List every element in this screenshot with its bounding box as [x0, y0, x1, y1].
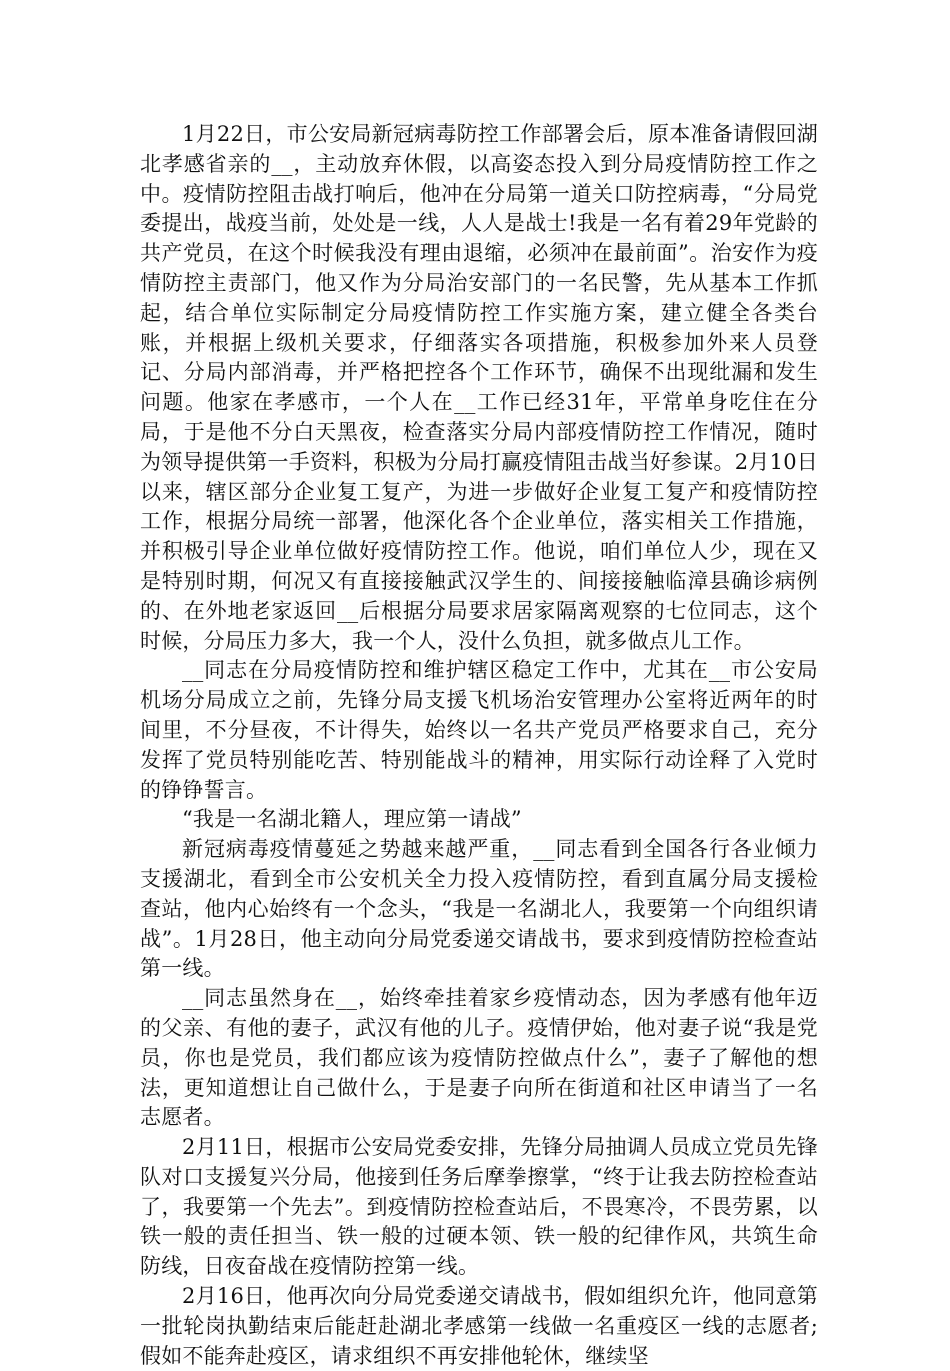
- paragraph-1: 1月22日，市公安局新冠病毒防控工作部署会后，原本准备请假回湖北孝感省亲的__，主动放弃休假，以高姿态投入到分局疫情防控工作之中。疫情防控阻击战打响后，他冲在分局第一道关口防控病毒，“分局党委提出，战疫当前，处处是一线，人人是战士!我是一名有着29年党龄的共产党员，在这个时候我没有理由退缩，必须冲在最前面”。治安作为疫情防控主责部门，他又作为分局治安部门的一名民警，先从基本工作抓起，结合单位实际制定分局疫情防控工作实施方案，建立健全各类台账，并根据上级机关要求，仔细落实各项措施，积极参加外来人员登记、分局内部消毒，并严格把控各个工作环节，确保不出现纰漏和发生问题。他家在孝感市，一个人在__工作已经31年，平常单身吃住在分局，于是他不分白天黑夜，检查落实分局内部疫情防控工作情况，随时为领导提供第一手资料，积极为分局打赢疫情阻击战当好参谋。2月10日以来，辖区部分企业复工复产，为进一步做好企业复工复产和疫情防控工作，根据分局统一部署，他深化各个企业单位，落实相关工作措施，并积极引导企业单位做好疫情防控工作。他说，咱们单位人少，现在又是特别时期，何况又有直接接触武汉学生的、间接接触临漳县确诊病例的、在外地老家返回__后根据分局要求居家隔离观察的七位同志，这个时候，分局压力多大，我一个人，没什么负担，就多做点儿工作。: [140, 122, 818, 653]
- paragraph-6: 2月16日，他再次向分局党委递交请战书，假如组织允许，他同意第一批轮岗执勤结束后能赶赴湖北孝感第一线做一名重疫区一线的志愿者;假如不能奔赴疫区，请求组织不再安排他轮休，继续坚: [140, 1284, 818, 1368]
- paragraph-2: __同志在分局疫情防控和维护辖区稳定工作中，尤其在__市公安局机场分局成立之前，先锋分局支援飞机场治安管理办公室将近两年的时间里，不分昼夜，不计得失，始终以一名共产党员严格要求自己，充分发挥了党员特别能吃苦、特别能战斗的精神，用实际行动诠释了入党时的铮铮誓言。: [140, 658, 818, 802]
- paragraph-3: 新冠病毒疫情蔓延之势越来越严重，__同志看到全国各行各业倾力支援湖北，看到全市公安机关全力投入疫情防控，看到直属分局支援检查站，他内心始终有一个念头，“我是一名湖北人，我要第一个向组织请战”。1月28日，他主动向分局党委递交请战书，要求到疫情防控检查站第一线。: [140, 837, 818, 981]
- section-heading-quote: “我是一名湖北籍人，理应第一请战”: [182, 807, 522, 832]
- paragraph-5: 2月11日，根据市公安局党委安排，先锋分局抽调人员成立党员先锋队对口支援复兴分局，他接到任务后摩拳擦掌，“终于让我去防控检查站了，我要第一个先去”。到疫情防控检查站后，不畏寒冷，不畏劳累，以铁一般的责任担当、铁一般的过硬本领、铁一般的纪律作风，共筑生命防线，日夜奋战在疫情防控第一线。: [140, 1135, 818, 1279]
- paragraph-4: __同志虽然身在__，始终牵挂着家乡疫情动态，因为孝感有他年迈的父亲、有他的妻子，武汉有他的儿子。疫情伊始，他对妻子说“我是党员，你也是党员，我们都应该为疫情防控做点什么”，妻子了解他的想法，更知道想让自己做什么，于是妻子向所在街道和社区申请当了一名志愿者。: [140, 986, 818, 1130]
- document-body: [140, 120, 818, 1371]
